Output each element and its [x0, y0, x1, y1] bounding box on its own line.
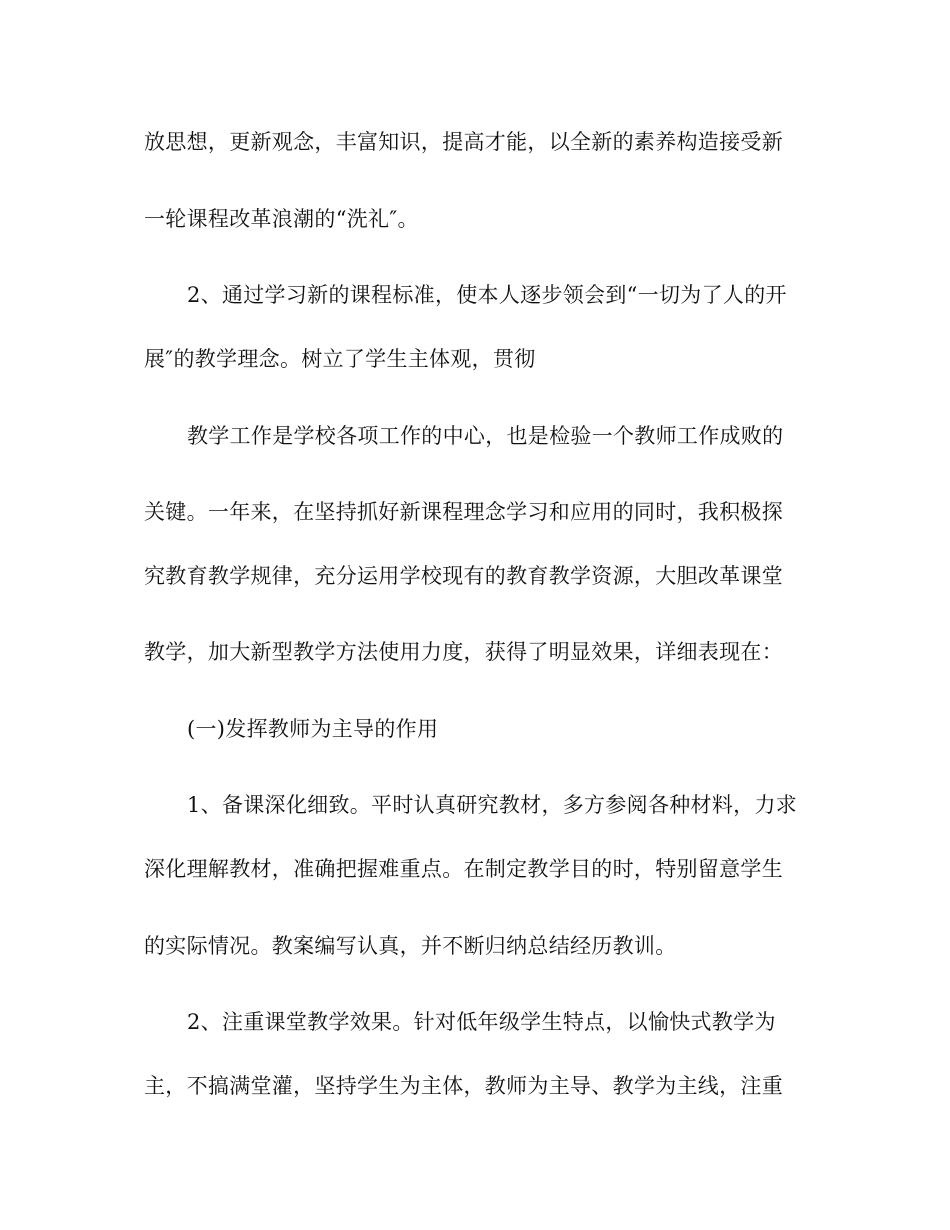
paragraph-line: 2、通过学习新的课程标准，使本人逐步领会到“一切为了人的开 [187, 283, 787, 307]
paragraph-line: 一轮课程改革浪潮的“洗礼″。 [144, 207, 419, 231]
paragraph-line: 究教育教学规律，充分运用学校现有的教育教学资源，大胆改革课堂 [144, 564, 783, 588]
paragraph-line: 放思想，更新观念，丰富知识，提高才能，以全新的素养构造接受新 [144, 130, 783, 154]
paragraph-line: 的实际情况。教案编写认真，并不断归纳总结经历教训。 [144, 934, 677, 958]
paragraph-line: 2、注重课堂教学效果。针对低年级学生特点，以愉快式教学为 [187, 1010, 776, 1034]
paragraph-line: 深化理解教材，准确把握难重点。在制定教学目的时，特别留意学生 [144, 857, 783, 881]
paragraph-line: 主，不搞满堂灌，坚持学生为主体，教师为主导、教学为主线，注重 [144, 1074, 783, 1098]
section-heading: (一)发挥教师为主导的作用 [187, 717, 439, 741]
paragraph-line: 展″的教学理念。树立了学生主体观，贯彻 [144, 347, 536, 371]
paragraph-line: 1、备课深化细致。平时认真研究教材，多方参阅各种材料，力求 [187, 793, 798, 817]
paragraph-line: 关键。一年来，在坚持抓好新课程理念学习和应用的同时，我积极探 [144, 500, 783, 524]
paragraph-line: 教学，加大新型教学方法使用力度，获得了明显效果，详细表现在： [144, 640, 783, 664]
paragraph-line: 教学工作是学校各项工作的中心，也是检验一个教师工作成败的 [187, 424, 784, 448]
